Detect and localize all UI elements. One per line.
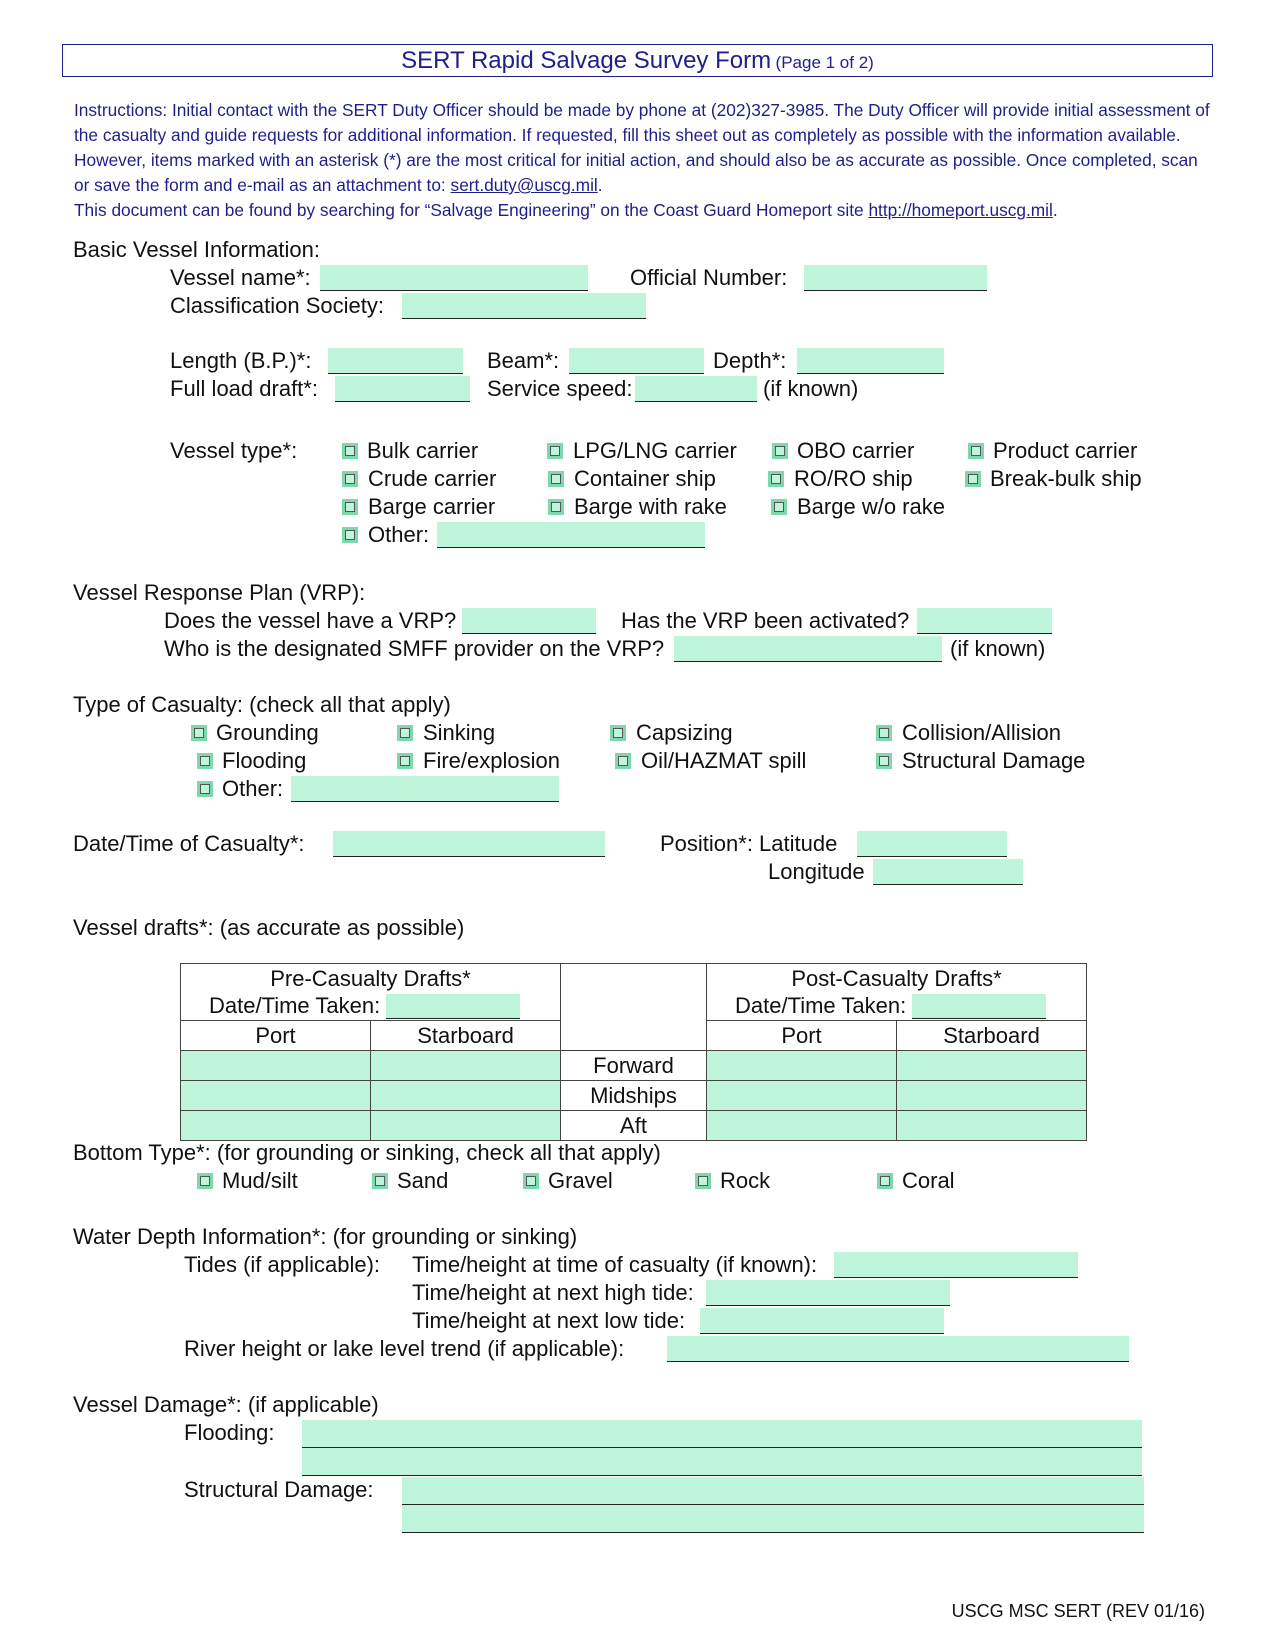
post-starboard-forward[interactable]: [897, 1051, 1087, 1081]
length-field[interactable]: [328, 348, 463, 374]
if-known-note: (if known): [763, 376, 859, 401]
datetime-field[interactable]: [333, 831, 605, 857]
row-forward: Forward: [561, 1051, 707, 1081]
high-tide-label: Time/height at next high tide:: [412, 1280, 694, 1305]
vrp-activated-label: Has the VRP been activated?: [621, 608, 910, 633]
structural-damage-field-1[interactable]: [402, 1477, 1144, 1505]
checkbox-barge-no-rake[interactable]: [771, 499, 787, 515]
checkbox-container[interactable]: [548, 471, 564, 487]
checkbox-sinking[interactable]: [397, 725, 413, 741]
page-indicator: (Page 1 of 2): [775, 53, 874, 72]
homeport-link[interactable]: http://homeport.uscg.mil: [868, 200, 1053, 220]
checkbox-capsizing[interactable]: [610, 725, 626, 741]
casualty-collision: Collision/Allision: [902, 720, 1061, 745]
checkbox-crude[interactable]: [342, 471, 358, 487]
casualty-other-label: Other:: [222, 776, 284, 801]
casualty-other-field[interactable]: [291, 776, 559, 802]
casualty-grounding: Grounding: [216, 720, 319, 745]
pre-taken-label: Date/Time Taken:: [209, 992, 381, 1018]
time-casualty-label: Time/height at time of casualty (if known):: [412, 1252, 818, 1277]
checkbox-coral[interactable]: [877, 1173, 893, 1189]
structural-damage-label: Structural Damage:: [184, 1477, 374, 1502]
pre-starboard-header: Starboard: [371, 1021, 561, 1051]
checkbox-flooding[interactable]: [197, 753, 213, 769]
post-starboard-header: Starboard: [897, 1021, 1087, 1051]
type-crude: Crude carrier: [368, 466, 497, 491]
bottom-mud-silt: Mud/silt: [222, 1168, 298, 1193]
pre-port-aft[interactable]: [181, 1111, 371, 1141]
full-load-label: Full load draft*:: [170, 376, 318, 401]
type-container: Container ship: [574, 466, 716, 491]
low-tide-label: Time/height at next low tide:: [412, 1308, 686, 1333]
pre-starboard-forward[interactable]: [371, 1051, 561, 1081]
instructions-text: Instructions: Initial contact with the SERT Duty Officer should be made by phone at (202)327-3985. The Duty Officer will provide initial assessment of the casualty and guide requests for additional information. If requested, fill this sheet out as completely as possible with the information available. However, items marked with an asterisk (*) are the most critical for initial action, and should also be as accurate as possible. Once completed, scan or save the form and e-mail as an attachment to:: [74, 100, 1210, 195]
checkbox-gravel[interactable]: [523, 1173, 539, 1189]
type-obo: OBO carrier: [797, 438, 915, 463]
checkbox-barge-rake[interactable]: [548, 499, 564, 515]
casualty-capsizing: Capsizing: [636, 720, 733, 745]
casualty-structural: Structural Damage: [902, 748, 1086, 773]
checkbox-obo[interactable]: [772, 443, 788, 459]
pre-starboard-aft[interactable]: [371, 1111, 561, 1141]
smff-field[interactable]: [674, 636, 942, 662]
longitude-field[interactable]: [873, 859, 1023, 885]
pre-port-forward[interactable]: [181, 1051, 371, 1081]
service-speed-label: Service speed:: [487, 376, 633, 401]
river-field[interactable]: [667, 1336, 1129, 1362]
full-load-field[interactable]: [335, 376, 470, 402]
tides-label: Tides (if applicable):: [184, 1252, 381, 1277]
post-port-forward[interactable]: [707, 1051, 897, 1081]
vrp-heading: Vessel Response Plan (VRP):: [73, 580, 366, 605]
flooding-damage-field-1[interactable]: [302, 1420, 1142, 1448]
checkbox-mud-silt[interactable]: [197, 1173, 213, 1189]
drafts-table: [180, 963, 1087, 1141]
vrp-activated-field[interactable]: [917, 608, 1052, 634]
casualty-sinking: Sinking: [423, 720, 496, 745]
form-revision-footer: USCG MSC SERT (REV 01/16): [951, 1601, 1205, 1621]
email-link[interactable]: sert.duty@uscg.mil: [450, 175, 598, 195]
bottom-rock: Rock: [720, 1168, 771, 1193]
pre-taken-field[interactable]: [386, 994, 520, 1019]
latitude-label: Position*: Latitude: [660, 831, 838, 856]
pre-starboard-midships[interactable]: [371, 1081, 561, 1111]
bottom-coral: Coral: [902, 1168, 955, 1193]
post-port-midships[interactable]: [707, 1081, 897, 1111]
service-speed-field[interactable]: [635, 376, 757, 402]
post-casualty-header: [707, 964, 1087, 1021]
checkbox-structural[interactable]: [876, 753, 892, 769]
casualty-flooding: Flooding: [222, 748, 307, 773]
checkbox-oil-hazmat[interactable]: [615, 753, 631, 769]
checkbox-sand[interactable]: [372, 1173, 388, 1189]
river-label: River height or lake level trend (if applicable):: [184, 1336, 625, 1361]
has-vrp-field[interactable]: [462, 608, 596, 634]
row-aft: Aft: [561, 1111, 707, 1141]
smff-label: Who is the designated SMFF provider on the VRP?: [164, 636, 665, 661]
instructions-homeport-text: This document can be found by searching for “Salvage Engineering” on the Coast Guard Homeport site: [74, 200, 869, 220]
form-title-box: [62, 44, 1213, 77]
type-other-label: Other:: [368, 522, 430, 547]
casualty-fire: Fire/explosion: [423, 748, 560, 773]
post-port-aft[interactable]: [707, 1111, 897, 1141]
smff-if-known: (if known): [950, 636, 1046, 661]
class-society-field[interactable]: [402, 293, 646, 319]
checkbox-barge-carrier[interactable]: [342, 499, 358, 515]
type-break-bulk: Break-bulk ship: [990, 466, 1142, 491]
type-bulk-carrier: Bulk carrier: [367, 438, 479, 463]
type-other-field[interactable]: [437, 522, 705, 548]
post-starboard-midships[interactable]: [897, 1081, 1087, 1111]
type-barge-carrier: Barge carrier: [368, 494, 496, 519]
checkbox-bulk-carrier[interactable]: [342, 443, 358, 459]
casualty-heading: Type of Casualty: (check all that apply): [73, 692, 451, 717]
post-taken-label: Date/Time Taken:: [735, 992, 907, 1018]
post-casualty-title: Post-Casualty Drafts*: [791, 965, 1002, 991]
bottom-heading: Bottom Type*: (for grounding or sinking, check all that apply): [73, 1140, 661, 1165]
checkbox-break-bulk[interactable]: [965, 471, 981, 487]
water-heading: Water Depth Information*: (for grounding or sinking): [73, 1224, 578, 1249]
post-starboard-aft[interactable]: [897, 1111, 1087, 1141]
has-vrp-label: Does the vessel have a VRP?: [164, 608, 457, 633]
post-taken-field[interactable]: [912, 994, 1046, 1019]
checkbox-product[interactable]: [968, 443, 984, 459]
post-port-header: Port: [707, 1021, 897, 1051]
checkbox-casualty-other[interactable]: [197, 781, 213, 797]
bottom-sand: Sand: [397, 1168, 449, 1193]
depth-label: Depth*:: [713, 348, 787, 373]
structural-damage-field-2[interactable]: [402, 1505, 1144, 1533]
time-casualty-field[interactable]: [834, 1252, 1078, 1278]
longitude-label: Longitude: [768, 859, 865, 884]
casualty-oil-hazmat: Oil/HAZMAT spill: [641, 748, 807, 773]
flooding-damage-field-2[interactable]: [302, 1448, 1142, 1476]
type-product: Product carrier: [993, 438, 1138, 463]
pre-port-header: Port: [181, 1021, 371, 1051]
checkbox-rock[interactable]: [695, 1173, 711, 1189]
checkbox-grounding[interactable]: [191, 725, 207, 741]
row-midships: Midships: [561, 1081, 707, 1111]
flooding-damage-label: Flooding:: [184, 1420, 275, 1445]
length-label: Length (B.P.)*:: [170, 348, 312, 373]
official-number-field[interactable]: [804, 265, 987, 291]
damage-heading: Vessel Damage*: (if applicable): [73, 1392, 379, 1417]
beam-field[interactable]: [569, 348, 704, 374]
basic-heading: Basic Vessel Information:: [73, 237, 321, 262]
pre-casualty-title: Pre-Casualty Drafts*: [270, 965, 471, 991]
type-roro: RO/RO ship: [794, 466, 913, 491]
depth-field[interactable]: [797, 348, 944, 374]
type-barge-no-rake: Barge w/o rake: [797, 494, 945, 519]
checkbox-collision[interactable]: [876, 725, 892, 741]
official-number-label: Official Number:: [630, 265, 788, 290]
type-barge-rake: Barge with rake: [574, 494, 727, 519]
vessel-type-label: Vessel type*:: [170, 438, 298, 463]
drafts-heading: Vessel drafts*: (as accurate as possible): [73, 915, 465, 940]
high-tide-field[interactable]: [706, 1280, 950, 1306]
checkbox-lpg-lng[interactable]: [547, 443, 563, 459]
checkbox-fire[interactable]: [397, 753, 413, 769]
instructions: Instructions: Initial contact with the SERT Duty Officer should be made by phone at (202)327-3985. The Duty Officer will provide initial assessment of the casualty and guide requests for additional information. If requested, fill this sheet out as completely as possible with the information available. However, items marked with an asterisk (*) are the most critical for initial action, and should also be as accurate as possible. Once completed, scan or save the form and e-mail as an attachment to: sert.duty@uscg.mil. This document can be found by searching for “Salvage Engineering” on the Coast Guard Homeport site http://homeport.uscg.mil.: [74, 100, 1210, 220]
drafts-blank-cell: [561, 964, 707, 1051]
vessel-name-field[interactable]: [320, 265, 588, 291]
bottom-gravel: Gravel: [548, 1168, 613, 1193]
type-lpg-lng: LPG/LNG carrier: [573, 438, 737, 463]
checkbox-type-other[interactable]: [342, 527, 358, 543]
checkbox-roro[interactable]: [768, 471, 784, 487]
low-tide-field[interactable]: [700, 1308, 944, 1334]
beam-label: Beam*:: [487, 348, 560, 373]
form-title: SERT Rapid Salvage Survey Form: [401, 47, 772, 74]
pre-port-midships[interactable]: [181, 1081, 371, 1111]
latitude-field[interactable]: [857, 831, 1007, 857]
class-society-label: Classification Society:: [170, 293, 384, 318]
datetime-label: Date/Time of Casualty*:: [73, 831, 305, 856]
pre-casualty-header: [181, 964, 561, 1021]
vessel-name-label: Vessel name*:: [170, 265, 311, 290]
